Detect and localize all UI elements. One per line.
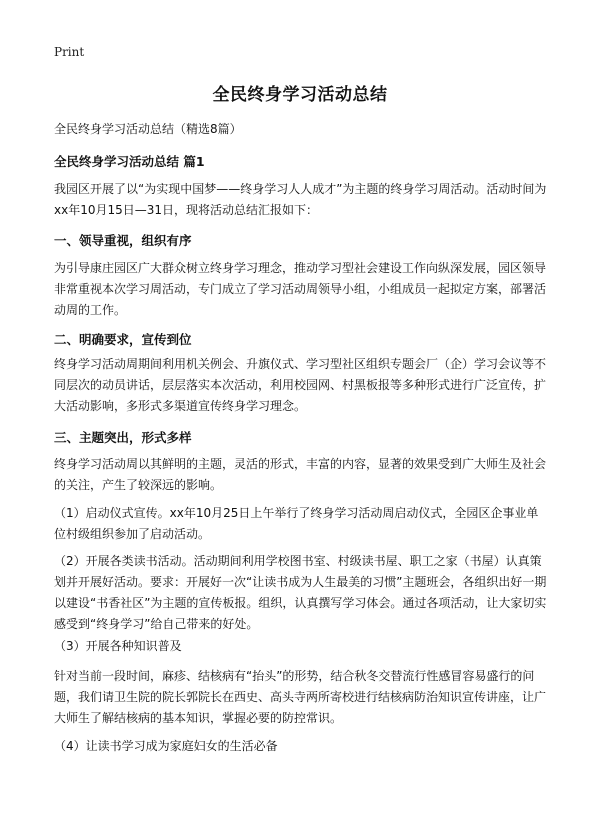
section-paragraph-1: 为引导康庄园区广大群众树立终身学习理念，推动学习型社会建设工作向纵深发展，园区领导非常重视本次学习周活动，专门成立了学习活动周领导小组，小组成员一起拟定方案，部署活动周的工作。 bbox=[54, 261, 547, 317]
section-heading-1: 一、领导重视，组织有序 bbox=[54, 233, 192, 248]
section-paragraph-2: 终身学习活动周期间利用机关例会、升旗仪式、学习型社区组织专题会厂（企）学习会议等不同层次的动员讲话，层层落实本次活动，利用校园网、村黑板报等多种形式进行广泛宣传，扩大活动影响，多形式多渠道宣传终身学习理念。 bbox=[54, 357, 547, 413]
list-item: （4）让读书学习成为家庭妇女的生活必备 bbox=[54, 739, 278, 753]
intro-paragraph: 我园区开展了以“为实现中国梦——终身学习人人成才”为主题的终身学习周活动。活动时间为xx年10月15日—31日，现将活动总结汇报如下： bbox=[54, 182, 547, 217]
list-item: （2）开展各类读书活动。活动期间利用学校图书室、村级读书屋、职工之家（书屋）认真策划并开展好活动。要求：开展好一次“让读书成为人生最美的习惯”主题班会，各组织出好一期以建设“书香社区”为主题的宣传板报。组织，认真撰写学习体会。通过各项活动，让大家切实感受到“终身学习”给自己带来的好处。 bbox=[54, 554, 547, 631]
subtitle: 全民终身学习活动总结（精选8篇） bbox=[54, 122, 242, 136]
article-heading: 全民终身学习活动总结 篇1 bbox=[54, 154, 205, 169]
page-title: 全民终身学习活动总结 bbox=[212, 85, 388, 105]
section-paragraph-3: 终身学习活动周以其鲜明的主题，灵活的形式，丰富的内容，显著的效果受到广大师生及社会的关注，产生了较深远的影响。 bbox=[54, 457, 547, 492]
list-item: （3）开展各种知识普及 bbox=[54, 639, 182, 653]
section-heading-3: 三、主题突出，形式多样 bbox=[54, 430, 192, 445]
print-link[interactable]: Print bbox=[54, 45, 85, 59]
list-item: （1）启动仪式宣传。xx年10月25日上午举行了终身学习活动周启动仪式，全园区企事业单位村级组织参加了启动活动。 bbox=[54, 506, 539, 541]
list-item: 针对当前一段时间，麻疹、结核病有“抬头”的形势，结合秋冬交替流行性感冒容易盛行的问题，我们请卫生院的院长郭院长在西史、高头寺两所寄校进行结核病防治知识宣传讲座，让广大师生了解结核病的基本知识，掌握必要的防控常识。 bbox=[54, 669, 547, 725]
section-heading-2: 二、明确要求，宣传到位 bbox=[54, 332, 192, 347]
